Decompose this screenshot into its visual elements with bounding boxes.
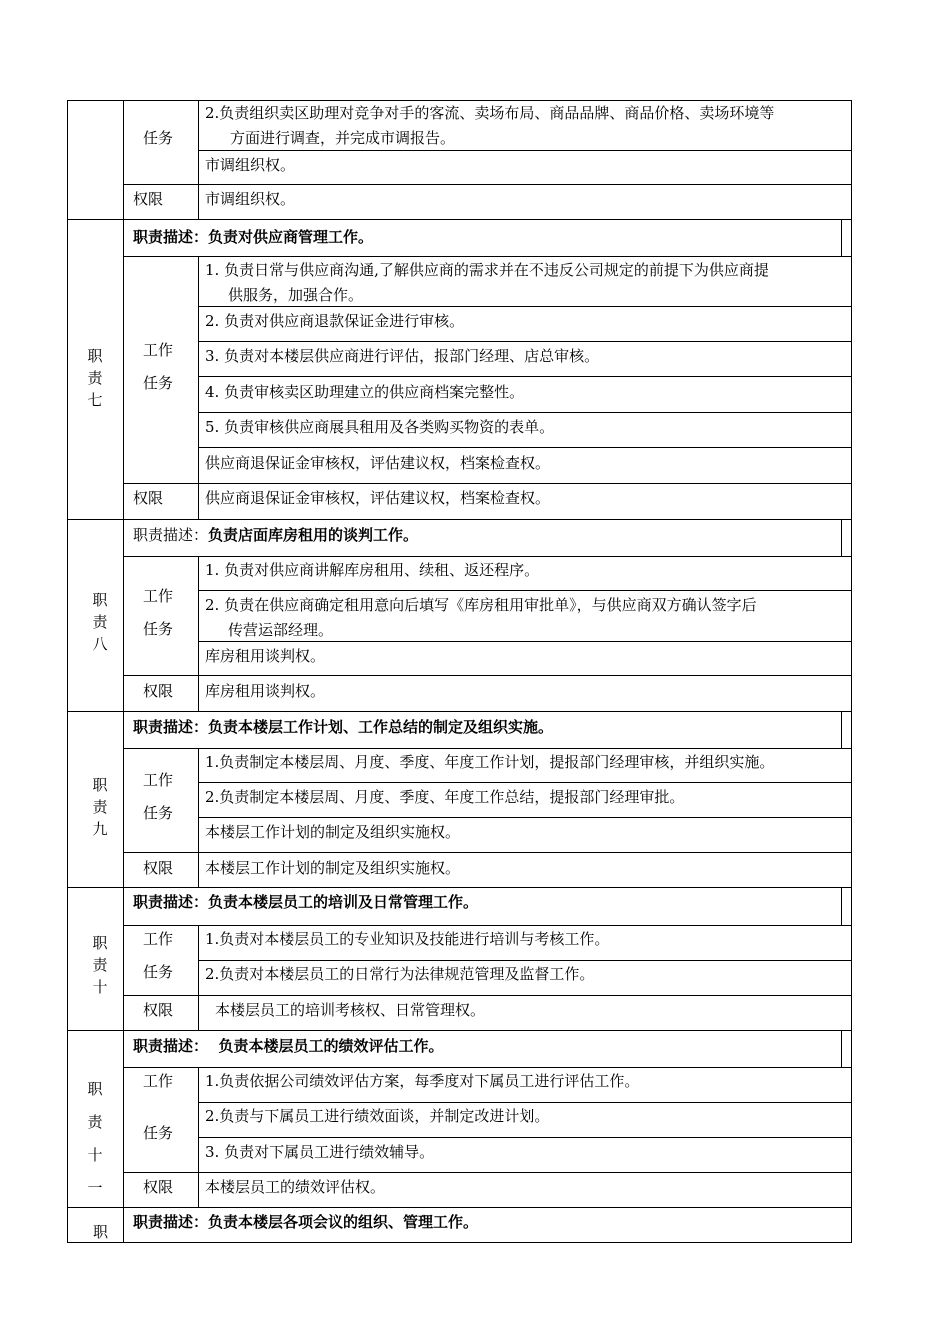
task-authority: 供应商退保证金审核权，评估建议权，档案检查权。	[205, 454, 551, 472]
task-item-2-cont: 方面进行调查，并完成市调报告。	[230, 129, 456, 147]
task-item-cont: 传营运部经理。	[228, 621, 334, 639]
task-label: 任务	[143, 804, 174, 822]
task-item-cont: 供服务，加强合作。	[228, 286, 364, 304]
work-label: 工作	[143, 771, 174, 789]
task-label: 任务	[143, 129, 174, 147]
task-item: 2.负责与下属员工进行绩效面谈，并制定改进计划。	[205, 1107, 550, 1125]
authority-label: 权限	[143, 682, 174, 700]
task-item: 2. 负责对供应商退款保证金进行审核。	[205, 312, 465, 330]
duty-label: 职责十	[92, 934, 108, 996]
work-label: 工作	[143, 1072, 174, 1090]
authority-value: 本楼层员工的绩效评估权。	[205, 1178, 386, 1196]
task-label: 任务	[143, 963, 174, 981]
duty-label: 职	[93, 1223, 109, 1241]
work-label: 工作	[143, 587, 174, 605]
task-item: 5. 负责审核供应商展具租用及各类购买物资的表单。	[205, 418, 555, 436]
duty-description: 职责描述：负责店面库房租用的谈判工作。	[133, 526, 419, 544]
duty-label: 职责九	[92, 776, 108, 838]
duty-description: 职责描述： 负责本楼层员工的绩效评估工作。	[133, 1037, 444, 1055]
authority-label: 权限	[143, 1178, 174, 1196]
duty-label: 职责七	[87, 347, 103, 409]
authority-value: 本楼层工作计划的制定及组织实施权。	[205, 859, 461, 877]
task-item: 1.负责对本楼层员工的专业知识及技能进行培训与考核工作。	[205, 930, 610, 948]
task-authority: 库房租用谈判权。	[205, 647, 326, 665]
task-item: 3. 负责对下属员工进行绩效辅导。	[205, 1143, 435, 1161]
authority-value: 市调组织权。	[205, 190, 296, 208]
task-item: 1.负责依据公司绩效评估方案，每季度对下属员工进行评估工作。	[205, 1072, 640, 1090]
duty-description: 职责描述：负责本楼层员工的培训及日常管理工作。	[133, 893, 479, 911]
task-item: 4. 负责审核卖区助理建立的供应商档案完整性。	[205, 383, 525, 401]
duty-description: 职责描述：负责本楼层工作计划、工作总结的制定及组织实施。	[133, 718, 554, 736]
authority-value: 本楼层员工的培训考核权、日常管理权。	[215, 1001, 486, 1019]
task-label: 任务	[143, 1124, 174, 1142]
duty-label: 职责八	[92, 591, 108, 653]
authority-label: 权限	[133, 489, 164, 507]
authority-value: 供应商退保证金审核权，评估建议权，档案检查权。	[205, 489, 551, 507]
authority-label: 权限	[143, 1001, 174, 1019]
duty-description: 职责描述：负责对供应商管理工作。	[133, 228, 374, 246]
authority-label: 权限	[133, 190, 164, 208]
task-item: 1. 负责对供应商讲解库房租用、续租、返还程序。	[205, 561, 540, 579]
work-label: 工作	[143, 930, 174, 948]
task-item: 2. 负责在供应商确定租用意向后填写《库房租用审批单》，与供应商双方确认签字后	[205, 596, 757, 614]
task-item: 2.负责制定本楼层周、月度、季度、年度工作总结，提报部门经理审批。	[205, 788, 685, 806]
work-label: 工作	[143, 341, 174, 359]
task-label: 任务	[143, 374, 174, 392]
task-item: 1. 负责日常与供应商沟通,了解供应商的需求并在不违反公司规定的前提下为供应商提	[205, 261, 769, 279]
task-item-2: 2.负责组织卖区助理对竞争对手的客流、卖场布局、商品品牌、商品价格、卖场环境等	[205, 104, 775, 122]
task-item: 1.负责制定本楼层周、月度、季度、年度工作计划，提报部门经理审核，并组织实施。	[205, 753, 775, 771]
task-authority: 本楼层工作计划的制定及组织实施权。	[205, 823, 461, 841]
task-item: 3. 负责对本楼层供应商进行评估，报部门经理、店总审核。	[205, 347, 600, 365]
task-authority: 市调组织权。	[205, 156, 296, 174]
duty-label: 职责十一	[87, 1080, 103, 1197]
task-label: 任务	[143, 620, 174, 638]
authority-label: 权限	[143, 859, 174, 877]
task-item: 2.负责对本楼层员工的日常行为法律规范管理及监督工作。	[205, 965, 595, 983]
authority-value: 库房租用谈判权。	[205, 682, 326, 700]
duty-description: 职责描述：负责本楼层各项会议的组织、管理工作。	[133, 1213, 479, 1231]
